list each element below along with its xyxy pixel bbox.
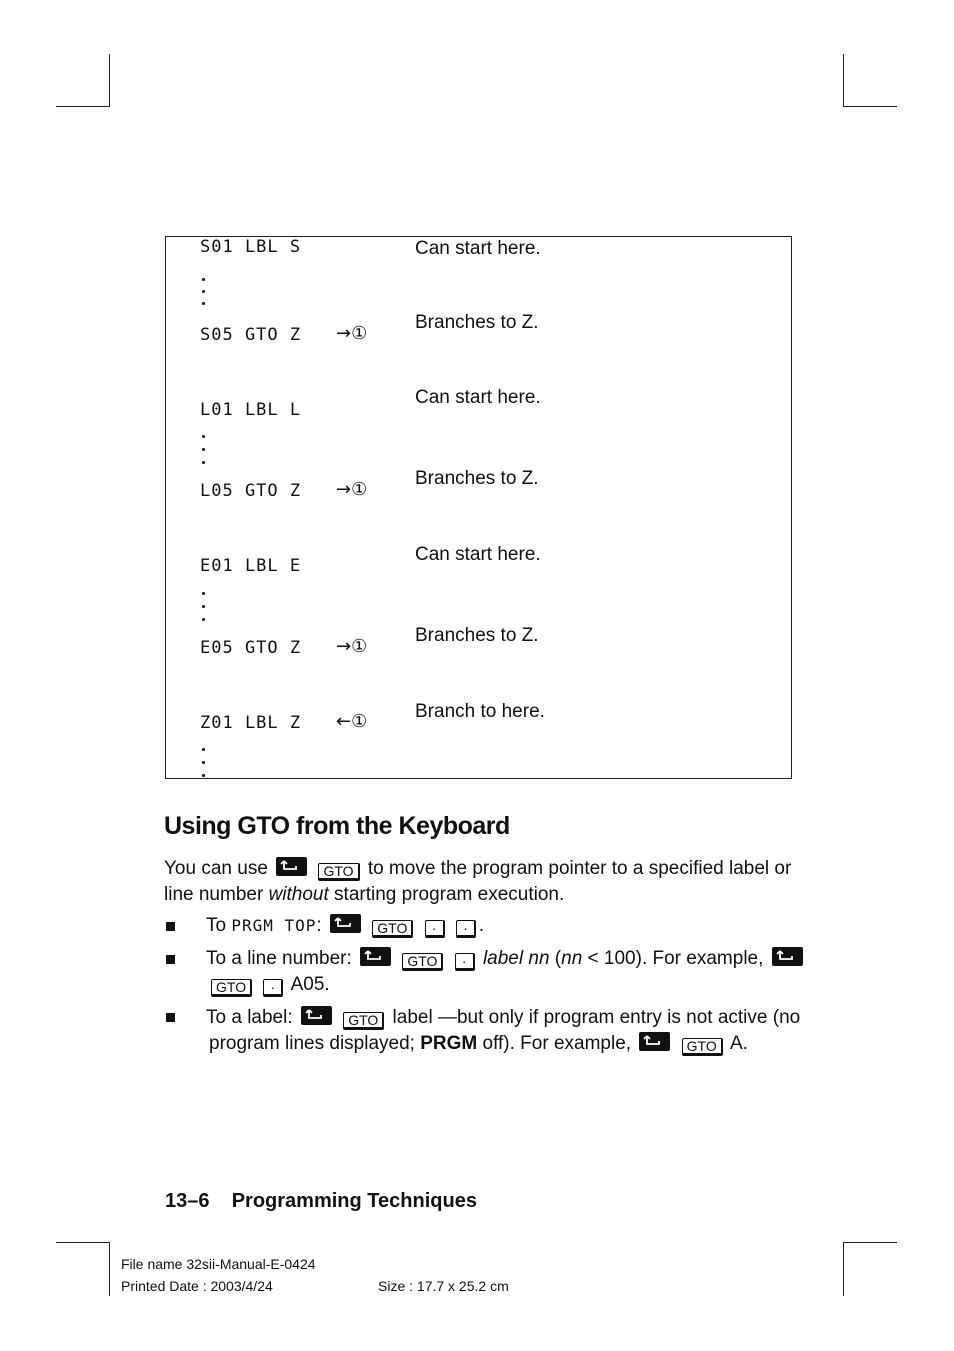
crop-mark-top-left-v [109, 54, 110, 106]
bullet-emphasis: nn [561, 948, 583, 969]
bullet-text: program lines displayed; [209, 1033, 415, 1054]
ellipsis-dot [202, 605, 205, 608]
left-shift-key-icon [276, 857, 307, 876]
intro-emphasis: without [268, 884, 329, 905]
ellipsis-dot [202, 448, 205, 451]
ellipsis-dot [202, 435, 205, 438]
bullet-emphasis: label nn [482, 948, 550, 969]
program-comment: Can start here. [415, 387, 541, 408]
decimal-point-key: · [263, 979, 283, 997]
branch-arrow: ←① [336, 711, 368, 732]
bullet-item-label [206, 1005, 800, 1031]
bullet-text: A05. [290, 974, 330, 995]
intro-text: starting program execution. [334, 884, 565, 905]
printed-date: Printed Date : 2003/4/24 [121, 1278, 273, 1294]
program-comment: Can start here. [415, 544, 541, 565]
decimal-point-key: · [456, 920, 476, 938]
file-name: File name 32sii-Manual-E-0424 [121, 1256, 316, 1272]
branch-arrow: →① [336, 479, 368, 500]
bullet-text: To a line number: [206, 948, 352, 969]
crop-mark-top-right-h [843, 106, 897, 107]
bullet-text: label [392, 1007, 433, 1028]
bullet-item-line-number [206, 946, 806, 972]
ellipsis-dot [202, 290, 205, 293]
square-bullet-icon [166, 1013, 175, 1022]
square-bullet-icon [166, 955, 175, 964]
program-line: L05 GTO Z [200, 481, 302, 501]
ellipsis-dot [202, 592, 205, 595]
crop-mark-bottom-left-v [109, 1242, 110, 1296]
bullet-text: To a label: [206, 1007, 293, 1028]
bullet-item-prgm-top [206, 913, 484, 939]
program-comment: Branch to here. [415, 701, 545, 722]
ellipsis-dot [202, 618, 205, 621]
program-line: S01 LBL S [200, 237, 302, 257]
ellipsis-dot [202, 761, 205, 764]
program-line: E01 LBL E [200, 556, 302, 576]
bullet-text: To [206, 915, 227, 936]
bullet-text: off). For example, [482, 1033, 632, 1054]
intro-text: You can use [164, 858, 268, 879]
bullet-text: : [316, 915, 322, 936]
program-comment: Branches to Z. [415, 468, 539, 489]
display-text: PRGM TOP [231, 916, 317, 935]
left-shift-key-icon [330, 914, 361, 933]
ellipsis-dot [202, 748, 205, 751]
bullet-text: . [478, 915, 485, 936]
branch-arrow: →① [336, 636, 368, 657]
page-size: Size : 17.7 x 25.2 cm [378, 1278, 509, 1294]
program-comment: Branches to Z. [415, 625, 539, 646]
program-comment: Branches to Z. [415, 312, 539, 333]
crop-mark-top-left-h [56, 106, 110, 107]
program-line: S05 GTO Z [200, 325, 302, 345]
ellipsis-dot [202, 461, 205, 464]
gto-key: GTO [402, 953, 443, 971]
decimal-point-key: · [455, 953, 475, 971]
left-shift-key-icon [639, 1032, 670, 1051]
program-line: L01 LBL L [200, 400, 302, 420]
crop-mark-bottom-right-h [843, 1242, 897, 1243]
ellipsis-dot [202, 774, 205, 777]
branch-arrow: →① [336, 323, 368, 344]
gto-key: GTO [372, 920, 413, 938]
prgm-annunciator: PRGM [420, 1033, 478, 1054]
page-footer-title: 13–6 Programming Techniques [165, 1190, 477, 1212]
program-line: Z01 LBL Z [200, 713, 302, 733]
crop-mark-top-right-v [843, 54, 844, 106]
bullet-text: ( [554, 948, 562, 969]
gto-key: GTO [211, 979, 252, 997]
bullet-text: A. [729, 1033, 748, 1054]
program-line: E05 GTO Z [200, 638, 302, 658]
intro-text: to move the program pointer to a specified label or [367, 858, 792, 879]
section-heading: Using GTO from the Keyboard [164, 812, 510, 840]
program-comment: Can start here. [415, 238, 541, 259]
gto-key: GTO [682, 1038, 723, 1056]
decimal-point-key: · [425, 920, 445, 938]
crop-mark-bottom-left-h [56, 1242, 110, 1243]
ellipsis-dot [202, 278, 205, 281]
crop-mark-bottom-right-v [843, 1242, 844, 1296]
left-shift-key-icon [772, 947, 803, 966]
bullet-text: —but only if program entry is not active (no [437, 1007, 801, 1028]
intro-line-1 [164, 856, 791, 882]
gto-key: GTO [343, 1012, 384, 1030]
square-bullet-icon [166, 922, 175, 931]
program-listing-box [165, 236, 792, 779]
left-shift-key-icon [360, 947, 391, 966]
ellipsis-dot [202, 302, 205, 305]
bullet-text: < 100). For example, [587, 948, 764, 969]
left-shift-key-icon [301, 1006, 332, 1025]
intro-line-2 [164, 882, 564, 908]
intro-text: line number [164, 884, 264, 905]
bullet-item-label-cont [209, 1031, 748, 1057]
gto-key: GTO [318, 863, 359, 881]
bullet-item-line-number-cont [208, 972, 330, 998]
